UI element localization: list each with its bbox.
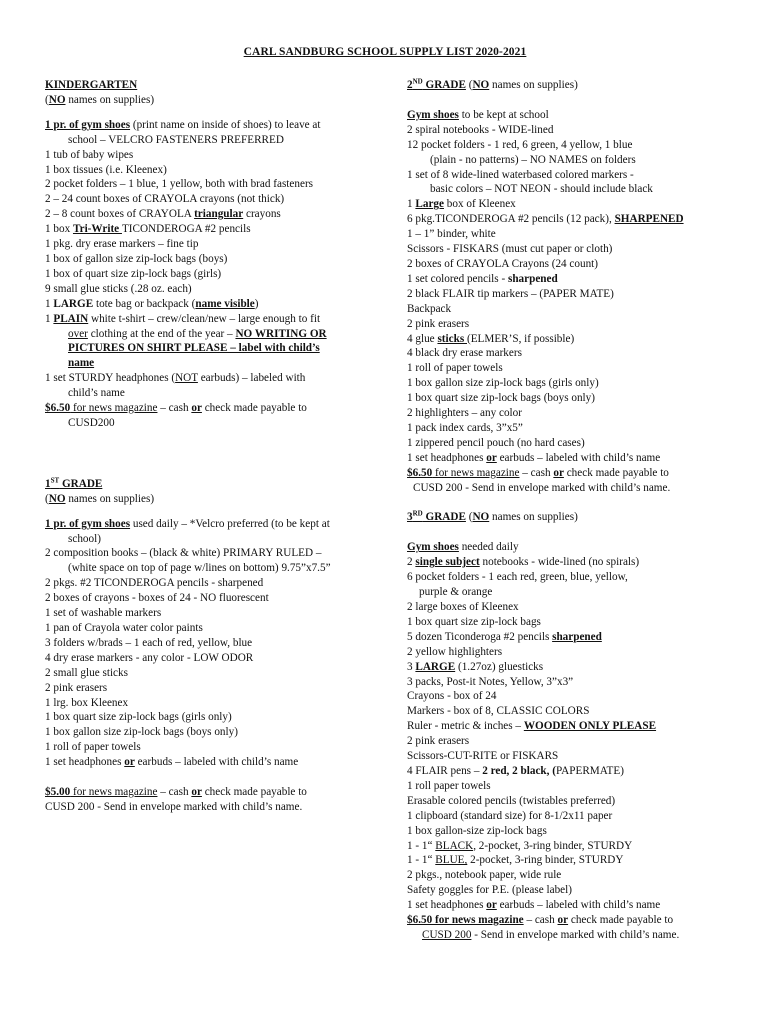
list-item: 1 set of washable markers [45, 607, 162, 620]
list-item: 2 boxes of CRAYOLA Crayons (24 count) [407, 257, 599, 270]
list-item: 2 – 8 count boxes of CRAYOLA triangular crayons [45, 208, 281, 221]
third-grade-section [407, 510, 742, 942]
list-item-continued: school) [68, 532, 101, 545]
list-item: 1 roll of paper towels [407, 362, 503, 375]
list-item: 1 set STURDY headphones (NOT earbuds) – labeled with [45, 372, 306, 385]
list-item: 1 box tissues (i.e. Kleenex) [45, 163, 167, 176]
list-item-continued: school – VELCRO FASTENERS PREFERRED [68, 133, 284, 146]
list-item-continued: CUSD200 [68, 416, 115, 429]
list-item: 6 pocket folders - 1 each red, green, blue, yellow, [407, 571, 628, 584]
list-item: 2 highlighters – any color [407, 407, 522, 420]
list-item: Erasable colored pencils (twistables preferred) [407, 794, 616, 807]
list-item: 2 black FLAIR tip markers – (PAPER MATE) [407, 287, 614, 300]
list-item: 1 box gallon size zip-lock bags (girls only) [407, 377, 599, 390]
list-item: 2 small glue sticks [45, 666, 128, 679]
list-item: 2 – 24 count boxes of CRAYOLA crayons (not thick) [45, 193, 285, 206]
first-grade-section [45, 477, 375, 815]
list-item: 1 set headphones or earbuds – labeled with child’s name [407, 451, 661, 464]
list-item-continued: CUSD 200 - Send in envelope marked with child’s name. [45, 800, 303, 813]
list-item: 4 dry erase markers - any color - LOW ODOR [45, 651, 254, 664]
list-item-continued: CUSD 200 - Send in envelope marked with child’s name. [422, 928, 680, 941]
list-item: 2 composition books – (black & white) PRIMARY RULED – [45, 547, 322, 560]
list-item: Scissors - FISKARS (must cut paper or cloth) [407, 243, 613, 256]
list-item: 2 pink erasers [407, 735, 470, 748]
list-item: 1 clipboard (standard size) for 8-1/2x11 paper [407, 809, 613, 822]
list-item: 3 packs, Post-it Notes, Yellow, 3”x3” [407, 675, 574, 688]
list-item: 1 Large box of Kleenex [407, 198, 516, 211]
list-item: 1 box Tri-Write TICONDEROGA #2 pencils [45, 223, 251, 236]
list-item: 2 pink erasers [45, 681, 108, 694]
list-item: 4 black dry erase markers [407, 347, 522, 360]
list-item: 3 LARGE (1.27oz) gluesticks [407, 660, 544, 673]
list-item: 1 box quart size zip-lock bags (girls only) [45, 711, 232, 724]
second-grade-section [407, 78, 742, 495]
list-item: 1 – 1” binder, white [407, 228, 496, 241]
list-item: 1 - 1“ BLUE, 2-pocket, 3-ring binder, STURDY [407, 854, 624, 867]
list-item: Gym shoes to be kept at school [407, 108, 549, 121]
list-item: 4 glue sticks (ELMER’S, if possible) [407, 332, 575, 345]
list-item: 1 - 1“ BLACK, 2-pocket, 3-ring binder, STURDY [407, 839, 633, 852]
list-item: 2 pkgs., notebook paper, wide rule [407, 869, 562, 882]
list-item-continued: CUSD 200 - Send in envelope marked with child’s name. [413, 481, 671, 494]
list-item-continued: purple & orange [419, 586, 493, 599]
list-item: 9 small glue sticks (.28 oz. each) [45, 282, 192, 295]
list-item: Gym shoes needed daily [407, 541, 519, 554]
list-item: 1 pr. of gym shoes (print name on inside of shoes) to leave at [45, 118, 321, 131]
list-item: 1 box gallon size zip-lock bags (boys only) [45, 726, 238, 739]
list-item: 1 box of gallon size zip-lock bags (boys) [45, 252, 228, 265]
list-item: 1 pack index cards, 3”x5” [407, 421, 523, 434]
list-item-continued: PICTURES ON SHIRT PLEASE – label with child’s [68, 342, 320, 355]
news-magazine-fee: $6.50 for news magazine – cash or check made payable to [45, 402, 307, 415]
list-item: 2 spiral notebooks - WIDE-lined [407, 123, 554, 136]
list-item: 1 pan of Crayola water color paints [45, 622, 203, 634]
list-item: Safety goggles for P.E. (please label) [407, 884, 572, 897]
list-item: 1 roll paper towels [407, 779, 491, 792]
list-item: 1 set headphones or earbuds – labeled with child’s name [407, 899, 661, 912]
news-magazine-fee: $6.50 for news magazine – cash or check made payable to [407, 914, 674, 927]
list-item-continued: child’s name [68, 387, 125, 400]
list-item: 1 roll of paper towels [45, 741, 141, 754]
list-item: 1 zippered pencil pouch (no hard cases) [407, 436, 585, 449]
no-names-note: (NO names on supplies) [45, 93, 155, 106]
list-item: Crayons - box of 24 [407, 690, 497, 703]
list-item: 1 PLAIN white t-shirt – crew/clean/new – large enough to fit [45, 312, 321, 325]
list-item: 5 dozen Ticonderoga #2 pencils sharpened [407, 630, 602, 643]
news-magazine-fee: $6.50 for news magazine – cash or check made payable to [407, 466, 669, 479]
list-item: 12 pocket folders - 1 red, 6 green, 4 yellow, 1 blue [407, 138, 633, 151]
kindergarten-section [45, 78, 375, 431]
list-item: Markers - box of 8, CLASSIC COLORS [407, 705, 590, 718]
list-item: 2 pocket folders – 1 blue, 1 yellow, both with brad fasteners [45, 178, 314, 191]
third-grade-heading: 3RD GRADE (NO names on supplies) [407, 509, 578, 524]
list-item: 1 LARGE tote bag or backpack (name visible) [45, 297, 259, 310]
kindergarten-heading: KINDERGARTEN [45, 79, 138, 91]
list-item: Scissors-CUT-RITE or FISKARS [407, 750, 559, 763]
list-item: 2 pink erasers [407, 317, 470, 330]
list-item: 6 pkg.TICONDEROGA #2 pencils (12 pack), SHARPENED [407, 213, 684, 226]
list-item: 2 pkgs. #2 TICONDEROGA pencils - sharpened [45, 577, 264, 590]
list-item: 1 pkg. dry erase markers – fine tip [45, 238, 199, 251]
list-item: 2 boxes of crayons - boxes of 24 - NO fluorescent [45, 592, 269, 605]
list-item: 1 box quart size zip-lock bags (boys only) [407, 392, 595, 405]
list-item-continued: over clothing at the end of the year – NO WRITING OR [68, 327, 327, 340]
list-item-continued: basic colors – NOT NEON - should include black [430, 183, 653, 196]
list-item-continued: name [68, 357, 95, 370]
list-item: 1 box quart size zip-lock bags [407, 615, 541, 628]
list-item-continued: (white space on top of page w/lines on bottom) 9.75”x7.5” [68, 562, 331, 575]
list-item: 1 set colored pencils - sharpened [407, 272, 558, 285]
first-grade-heading: 1ST GRADE [45, 476, 103, 490]
list-item: Ruler - metric & inches – WOODEN ONLY PLEASE [407, 720, 657, 733]
list-item: 1 lrg. box Kleenex [45, 696, 129, 709]
list-item: 1 tub of baby wipes [45, 148, 134, 161]
no-names-note: (NO names on supplies) [45, 492, 155, 505]
list-item: 1 pr. of gym shoes used daily – *Velcro preferred (to be kept at [45, 517, 330, 530]
list-item: 2 yellow highlighters [407, 645, 503, 658]
page-title: CARL SANDBURG SCHOOL SUPPLY LIST 2020-2021 [243, 46, 527, 58]
list-item: 1 set of 8 wide-lined waterbased colored markers - [407, 168, 634, 181]
list-item: Backpack [407, 302, 452, 315]
left-column [45, 78, 375, 815]
right-column [407, 78, 742, 943]
list-item: 2 large boxes of Kleenex [407, 601, 519, 613]
list-item: 2 single subject notebooks - wide-lined (no spirals) [407, 556, 640, 569]
list-item: 3 folders w/brads – 1 each of red, yellow, blue [45, 636, 253, 649]
list-item: 1 box of quart size zip-lock bags (girls) [45, 267, 222, 280]
list-item: 1 set headphones or earbuds – labeled with child’s name [45, 756, 299, 769]
list-item: 4 FLAIR pens – 2 red, 2 black, (PAPERMATE) [407, 764, 624, 777]
news-magazine-fee: $5.00 for news magazine – cash or check made payable to [45, 786, 307, 799]
second-grade-heading: 2ND GRADE (NO names on supplies) [407, 77, 578, 91]
list-item: 1 box gallon-size zip-lock bags [407, 824, 547, 837]
list-item-continued: (plain - no patterns) – NO NAMES on folders [430, 153, 636, 166]
